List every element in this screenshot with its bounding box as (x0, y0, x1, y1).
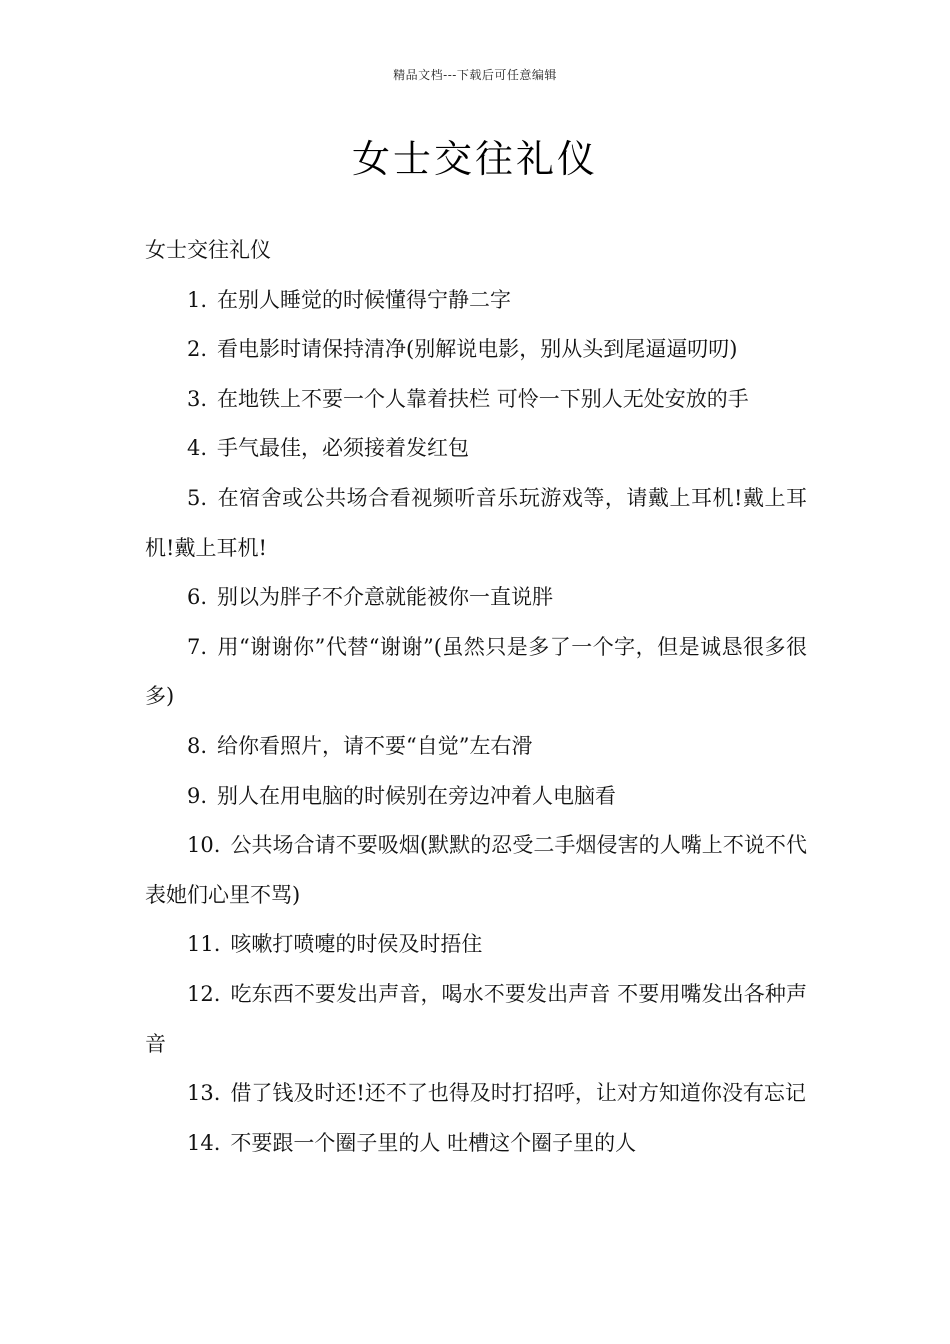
list-item-text: 在别人睡觉的时候懂得宁静二字 (217, 287, 512, 312)
list-item-11 (145, 920, 807, 970)
list-item-text: 在宿舍或公共场合看视频听音乐玩游戏等，请戴上耳机!戴上耳机!戴上耳机! (145, 485, 807, 560)
list-item-4 (145, 424, 807, 474)
list-item-number: 12. (187, 981, 221, 1006)
list-item-number: 4. (187, 436, 208, 461)
list-item-3 (145, 375, 807, 425)
list-item-number: 10. (187, 833, 221, 858)
list-item-text: 手气最佳，必须接着发红包 (217, 436, 470, 461)
list-item-number: 2. (187, 337, 208, 362)
header-note: 精品文档---下载后可任意编辑 (393, 68, 557, 82)
list-item-text: 别以为胖子不介意就能被你一直说胖 (217, 585, 554, 610)
list-item-number: 6. (187, 585, 208, 610)
list-item-text: 借了钱及时还!还不了也得及时打招呼，让对方知道你没有忘记 (230, 1081, 806, 1106)
list-item-7 (145, 623, 807, 722)
list-item-5 (145, 474, 807, 573)
list-item-6 (145, 573, 807, 623)
list-item-number: 11. (187, 932, 221, 957)
list-item-text: 在地铁上不要一个人靠着扶栏 可怜一下别人无处安放的手 (217, 386, 749, 411)
list-item-1 (145, 276, 807, 326)
list-item-14 (145, 1119, 807, 1169)
list-item-text: 看电影时请保持清净(别解说电影，别从头到尾逼逼叨叨) (217, 337, 738, 362)
document-title: 女士交往礼仪 (351, 137, 598, 181)
document-body (145, 226, 807, 1168)
list-item-2 (145, 325, 807, 375)
list-item-text: 给你看照片，请不要“自觉”左右滑 (217, 733, 533, 758)
list-item-8 (145, 722, 807, 772)
list-item-number: 14. (187, 1130, 221, 1155)
list-item-12 (145, 970, 807, 1069)
list-item-number: 1. (187, 287, 208, 312)
list-item-13 (145, 1069, 807, 1119)
list-item-text: 公共场合请不要吸烟(默默的忍受二手烟侵害的人嘴上不说不代表她们心里不骂) (145, 833, 807, 907)
list-item-number: 3. (187, 386, 208, 411)
list-item-text: 吃东西不要发出声音，喝水不要发出声音 不要用嘴发出各种声音 (145, 981, 807, 1056)
list-item-10 (145, 821, 807, 920)
list-item-number: 13. (187, 1081, 221, 1106)
list-item-number: 8. (187, 733, 208, 758)
list-item-number: 9. (187, 783, 208, 808)
list-item-9 (145, 772, 807, 822)
list-item-text: 别人在用电脑的时候别在旁边冲着人电脑看 (217, 783, 617, 808)
list-item-text: 咳嗽打喷嚏的时侯及时捂住 (230, 932, 483, 957)
list-item-text: 用“谢谢你”代替“谢谢”(虽然只是多了一个字，但是诚恳很多很多) (145, 634, 807, 709)
list-item-text: 不要跟一个圈子里的人 吐槽这个圈子里的人 (230, 1130, 637, 1155)
list-item-number: 7. (187, 634, 208, 659)
list-item-number: 5. (187, 485, 208, 510)
section-subtitle: 女士交往礼仪 (145, 238, 271, 262)
